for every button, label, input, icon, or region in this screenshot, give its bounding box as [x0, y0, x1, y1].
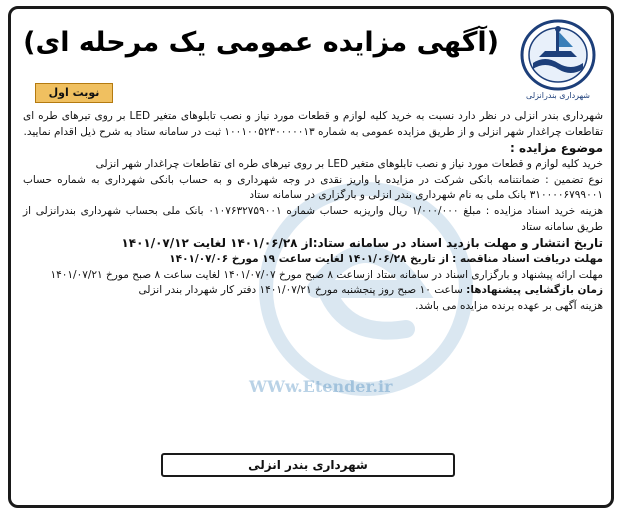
- opening-text: ساعت ۱۰ صبح روز پنجشنبه مورخ ۱۴۰۱/۰۷/۲۱ دفتر کار شهردار بندر انزلی: [138, 284, 463, 297]
- guarantee-text: نوع تضمین : ضمانتنامه بانکی شرکت در مزایده یا واریز نقدی در وجه شهرداری و به حساب بانکی شهرداری به شماره حساب ۳۱۰۰۰۰۶۷۹۹۰۰۱ بانک ملی به نام شهرداری بندر انزلی و بارگزاری در سامانه ستاد: [23, 173, 603, 202]
- publish-date: تاریخ انتشار و مهلت بازدید اسناد در سامانه ستاد:از ۱۴۰۱/۰۶/۲۸ لغایت ۱۴۰۱/۰۷/۱۲: [121, 236, 603, 251]
- subject-heading: موضوع مزایده :: [510, 141, 603, 156]
- intro-paragraph: شهرداری بندر انزلی در نظر دارد نسبت به خرید کلیه لوازم و قطعات مورد نیاز و نصب تابلوهای متغیر LED بر روی تیرهای طره ای تقاطعات چراغدار شهر انزلی و از طریق مزایده عمومی به شماره ۱۰۰۱۰۰۵۲۳۰۰۰۰۰۱۳ ثبت در سامانه ستاد به شرح ذیل اقدام نمایید.: [23, 110, 603, 138]
- submit-deadline: مهلت ارائه پیشنهاد و بارگزاری اسناد در سامانه ستاد ازساعت ۸ صبح مورخ ۱۴۰۱/۰۷/۰۷ لغایت ساعت ۸ صبح مورخ ۱۴۰۱/۰۷/۲۱: [50, 268, 603, 281]
- footer-signature: شهرداری بندر انزلی: [161, 453, 455, 477]
- opening-time: [23, 283, 603, 299]
- ad-cost-text: هزینه آگهی بر عهده برنده مزایده می باشد.: [415, 299, 603, 312]
- receive-deadline-text: از تاریخ ۱۴۰۱/۰۶/۲۸ لغایت ساعت ۱۹ مورخ ۱۴۰۱/۰۷/۰۶: [169, 253, 449, 266]
- subject-text: خرید کلیه لوازم و قطعات مورد نیاز و نصب تابلوهای متغیر LED بر روی تیرهای طره ای تقاطعات چراغدار شهر انزلی: [95, 158, 603, 171]
- receive-deadline: [23, 252, 603, 268]
- opening-label: زمان بازگشایی پیشنهادها:: [466, 284, 603, 297]
- notice-body: [23, 109, 603, 315]
- receive-deadline-label: مهلت دریافت اسناد مناقصه :: [452, 253, 603, 266]
- watermark-text: WWw.Etender.ir: [249, 377, 393, 396]
- document-fee-text: هزینه خرید اسناد مزایده : مبلغ ۱/۰۰۰/۰۰۰ ریال واریزبه حساب شماره ۰۱۰۷۶۳۲۷۵۹۰۰۱ بانک ملی بحساب شهرداری بندرانزلی از طریق سامانه ستاد: [23, 204, 604, 233]
- logo-caption: شهرداری بندرانزلی: [526, 91, 590, 100]
- notice-frame: [8, 6, 614, 508]
- first-notice-badge: نوبت اول: [35, 83, 113, 103]
- page-title: (آگهی مزایده عمومی یک مرحله ای): [23, 27, 499, 58]
